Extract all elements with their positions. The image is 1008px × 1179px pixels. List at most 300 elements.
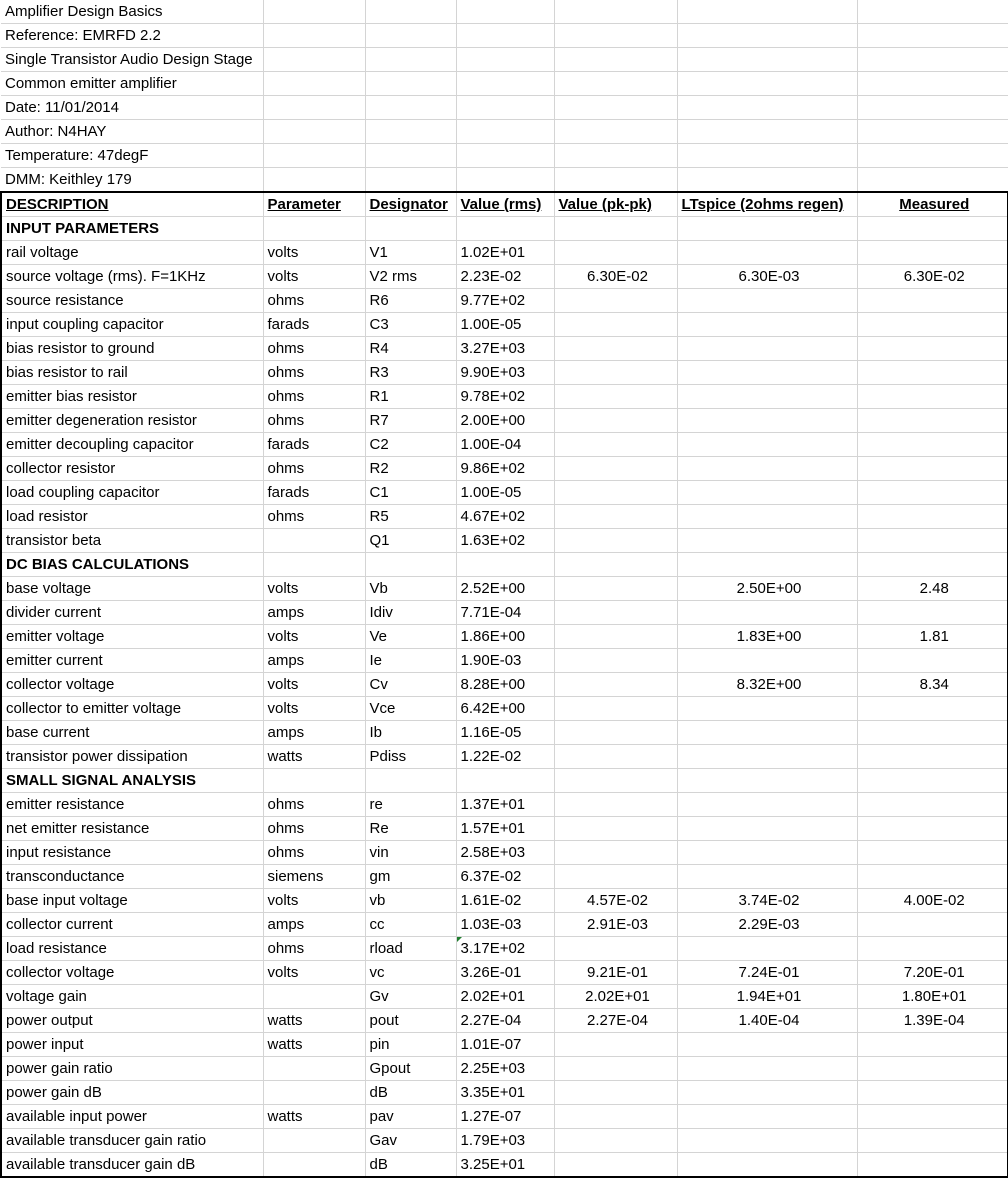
table-cell[interactable]: dB — [365, 1153, 456, 1178]
table-cell[interactable] — [857, 385, 1008, 409]
table-cell[interactable]: 1.40E-04 — [677, 1009, 857, 1033]
table-cell[interactable]: volts — [263, 625, 365, 649]
table-cell[interactable] — [857, 289, 1008, 313]
table-cell[interactable]: 6.30E-03 — [677, 265, 857, 289]
table-cell[interactable]: ohms — [263, 841, 365, 865]
table-cell[interactable]: volts — [263, 961, 365, 985]
table-cell[interactable]: 8.28E+00 — [456, 673, 554, 697]
table-cell[interactable] — [677, 601, 857, 625]
table-cell[interactable]: 1.90E-03 — [456, 649, 554, 673]
table-cell[interactable] — [554, 553, 677, 577]
table-cell[interactable]: Re — [365, 817, 456, 841]
table-cell[interactable] — [456, 553, 554, 577]
table-cell[interactable] — [554, 1081, 677, 1105]
table-cell[interactable]: gm — [365, 865, 456, 889]
table-cell[interactable] — [554, 1129, 677, 1153]
empty-cell[interactable] — [456, 48, 554, 72]
table-cell[interactable]: source resistance — [1, 289, 263, 313]
table-cell[interactable]: Vce — [365, 697, 456, 721]
table-cell[interactable]: 4.00E-02 — [857, 889, 1008, 913]
table-cell[interactable]: 1.16E-05 — [456, 721, 554, 745]
table-cell[interactable] — [677, 721, 857, 745]
table-cell[interactable] — [263, 217, 365, 241]
table-cell[interactable] — [554, 937, 677, 961]
table-cell[interactable] — [554, 817, 677, 841]
empty-cell[interactable] — [456, 168, 554, 193]
table-cell[interactable]: C3 — [365, 313, 456, 337]
table-cell[interactable]: 9.21E-01 — [554, 961, 677, 985]
table-cell[interactable] — [554, 289, 677, 313]
table-cell[interactable] — [677, 385, 857, 409]
table-cell[interactable] — [677, 361, 857, 385]
table-cell[interactable] — [554, 1057, 677, 1081]
table-cell[interactable]: ohms — [263, 793, 365, 817]
table-cell[interactable]: divider current — [1, 601, 263, 625]
column-header[interactable]: Parameter — [263, 192, 365, 217]
empty-cell[interactable] — [263, 72, 365, 96]
table-cell[interactable]: 8.32E+00 — [677, 673, 857, 697]
empty-cell[interactable] — [554, 24, 677, 48]
table-cell[interactable] — [554, 649, 677, 673]
empty-cell[interactable] — [857, 144, 1008, 168]
table-cell[interactable] — [857, 1105, 1008, 1129]
table-cell[interactable] — [857, 817, 1008, 841]
empty-cell[interactable] — [456, 120, 554, 144]
column-header[interactable]: Value (pk-pk) — [554, 192, 677, 217]
table-cell[interactable]: 7.71E-04 — [456, 601, 554, 625]
table-cell[interactable]: transistor beta — [1, 529, 263, 553]
table-cell[interactable] — [554, 1033, 677, 1057]
table-cell[interactable]: 3.26E-01 — [456, 961, 554, 985]
table-cell[interactable] — [677, 793, 857, 817]
comment-indicator-icon[interactable] — [457, 937, 462, 942]
table-cell[interactable]: 6.30E-02 — [554, 265, 677, 289]
table-cell[interactable] — [554, 1153, 677, 1178]
table-cell[interactable]: input coupling capacitor — [1, 313, 263, 337]
table-cell[interactable] — [857, 601, 1008, 625]
table-cell[interactable] — [857, 1153, 1008, 1178]
table-cell[interactable] — [677, 481, 857, 505]
table-cell[interactable]: vb — [365, 889, 456, 913]
table-cell[interactable] — [857, 937, 1008, 961]
column-header[interactable]: Designator — [365, 192, 456, 217]
table-cell[interactable]: 2.29E-03 — [677, 913, 857, 937]
table-cell[interactable] — [857, 481, 1008, 505]
table-cell[interactable]: 1.01E-07 — [456, 1033, 554, 1057]
table-cell[interactable] — [677, 1129, 857, 1153]
table-cell[interactable] — [857, 1057, 1008, 1081]
table-cell[interactable]: Idiv — [365, 601, 456, 625]
table-cell[interactable]: ohms — [263, 409, 365, 433]
table-cell[interactable] — [857, 241, 1008, 265]
table-cell[interactable]: volts — [263, 889, 365, 913]
table-cell[interactable]: 3.74E-02 — [677, 889, 857, 913]
table-cell[interactable] — [677, 1105, 857, 1129]
table-cell[interactable]: power gain dB — [1, 1081, 263, 1105]
table-cell[interactable] — [554, 865, 677, 889]
empty-cell[interactable] — [365, 72, 456, 96]
table-cell[interactable]: farads — [263, 313, 365, 337]
table-cell[interactable]: 2.27E-04 — [554, 1009, 677, 1033]
table-cell[interactable]: 1.57E+01 — [456, 817, 554, 841]
table-cell[interactable] — [365, 217, 456, 241]
empty-cell[interactable] — [456, 0, 554, 24]
table-cell[interactable]: input resistance — [1, 841, 263, 865]
table-cell[interactable]: 1.94E+01 — [677, 985, 857, 1009]
table-cell[interactable] — [677, 553, 857, 577]
table-cell[interactable]: Gv — [365, 985, 456, 1009]
table-cell[interactable]: watts — [263, 1105, 365, 1129]
table-cell[interactable] — [857, 745, 1008, 769]
table-cell[interactable]: R3 — [365, 361, 456, 385]
table-cell[interactable] — [677, 409, 857, 433]
table-cell[interactable]: Ib — [365, 721, 456, 745]
empty-cell[interactable] — [365, 96, 456, 120]
table-cell[interactable]: transistor power dissipation — [1, 745, 263, 769]
table-cell[interactable]: ohms — [263, 289, 365, 313]
table-cell[interactable] — [263, 769, 365, 793]
table-cell[interactable] — [677, 1033, 857, 1057]
table-cell[interactable] — [554, 601, 677, 625]
section-label[interactable]: DC BIAS CALCULATIONS — [1, 553, 263, 577]
table-cell[interactable]: volts — [263, 673, 365, 697]
table-cell[interactable] — [554, 721, 677, 745]
table-cell[interactable]: 2.02E+01 — [456, 985, 554, 1009]
empty-cell[interactable] — [456, 24, 554, 48]
table-cell[interactable]: 1.86E+00 — [456, 625, 554, 649]
empty-cell[interactable] — [857, 120, 1008, 144]
table-cell[interactable]: ohms — [263, 385, 365, 409]
table-cell[interactable]: vin — [365, 841, 456, 865]
empty-cell[interactable] — [677, 120, 857, 144]
empty-cell[interactable] — [365, 24, 456, 48]
table-cell[interactable]: pout — [365, 1009, 456, 1033]
table-cell[interactable] — [554, 793, 677, 817]
table-cell[interactable]: base current — [1, 721, 263, 745]
table-cell[interactable]: 3.17E+02 — [456, 937, 554, 961]
table-cell[interactable]: 1.00E-05 — [456, 313, 554, 337]
table-cell[interactable]: R1 — [365, 385, 456, 409]
empty-cell[interactable] — [263, 48, 365, 72]
table-cell[interactable] — [857, 505, 1008, 529]
empty-cell[interactable] — [263, 96, 365, 120]
table-cell[interactable]: 1.83E+00 — [677, 625, 857, 649]
table-cell[interactable]: 1.03E-03 — [456, 913, 554, 937]
table-cell[interactable] — [857, 457, 1008, 481]
table-cell[interactable] — [263, 1057, 365, 1081]
table-cell[interactable]: Ve — [365, 625, 456, 649]
table-cell[interactable] — [554, 745, 677, 769]
table-cell[interactable] — [554, 241, 677, 265]
table-cell[interactable]: 2.58E+03 — [456, 841, 554, 865]
table-cell[interactable]: 9.78E+02 — [456, 385, 554, 409]
table-cell[interactable]: bias resistor to ground — [1, 337, 263, 361]
table-cell[interactable]: emitter degeneration resistor — [1, 409, 263, 433]
table-cell[interactable]: volts — [263, 241, 365, 265]
column-header[interactable]: Measured — [857, 192, 1008, 217]
table-cell[interactable]: amps — [263, 913, 365, 937]
empty-cell[interactable] — [263, 144, 365, 168]
table-cell[interactable]: power output — [1, 1009, 263, 1033]
table-cell[interactable]: net emitter resistance — [1, 817, 263, 841]
table-cell[interactable] — [263, 985, 365, 1009]
table-cell[interactable]: source voltage (rms). F=1KHz — [1, 265, 263, 289]
table-cell[interactable]: 2.50E+00 — [677, 577, 857, 601]
table-cell[interactable]: Q1 — [365, 529, 456, 553]
table-cell[interactable] — [365, 553, 456, 577]
empty-cell[interactable] — [677, 0, 857, 24]
table-cell[interactable]: 1.22E-02 — [456, 745, 554, 769]
empty-cell[interactable] — [263, 0, 365, 24]
table-cell[interactable] — [263, 1129, 365, 1153]
title-cell[interactable]: Date: 11/01/2014 — [1, 96, 263, 120]
table-cell[interactable] — [857, 217, 1008, 241]
table-cell[interactable] — [263, 1081, 365, 1105]
table-cell[interactable]: R4 — [365, 337, 456, 361]
table-cell[interactable] — [677, 1057, 857, 1081]
table-cell[interactable]: 1.81 — [857, 625, 1008, 649]
table-cell[interactable] — [554, 433, 677, 457]
table-cell[interactable] — [857, 313, 1008, 337]
table-cell[interactable] — [857, 649, 1008, 673]
table-cell[interactable] — [857, 721, 1008, 745]
table-cell[interactable]: ohms — [263, 457, 365, 481]
table-cell[interactable] — [857, 553, 1008, 577]
table-cell[interactable]: available transducer gain dB — [1, 1153, 263, 1178]
empty-cell[interactable] — [554, 72, 677, 96]
table-cell[interactable] — [857, 1033, 1008, 1057]
table-cell[interactable] — [857, 337, 1008, 361]
table-cell[interactable]: collector to emitter voltage — [1, 697, 263, 721]
empty-cell[interactable] — [554, 168, 677, 193]
table-cell[interactable]: Gav — [365, 1129, 456, 1153]
table-cell[interactable] — [456, 217, 554, 241]
table-cell[interactable] — [554, 385, 677, 409]
table-cell[interactable]: 2.52E+00 — [456, 577, 554, 601]
title-cell[interactable]: Temperature: 47degF — [1, 144, 263, 168]
table-cell[interactable]: C2 — [365, 433, 456, 457]
table-cell[interactable] — [554, 697, 677, 721]
empty-cell[interactable] — [554, 48, 677, 72]
table-cell[interactable] — [554, 337, 677, 361]
table-cell[interactable]: 1.80E+01 — [857, 985, 1008, 1009]
empty-cell[interactable] — [554, 120, 677, 144]
table-cell[interactable] — [677, 529, 857, 553]
table-cell[interactable] — [365, 769, 456, 793]
empty-cell[interactable] — [365, 144, 456, 168]
table-cell[interactable]: re — [365, 793, 456, 817]
table-cell[interactable]: 4.67E+02 — [456, 505, 554, 529]
table-cell[interactable]: 3.27E+03 — [456, 337, 554, 361]
table-cell[interactable] — [677, 817, 857, 841]
column-header[interactable]: Value (rms) — [456, 192, 554, 217]
table-cell[interactable]: dB — [365, 1081, 456, 1105]
title-cell[interactable]: Amplifier Design Basics — [1, 0, 263, 24]
table-cell[interactable]: power gain ratio — [1, 1057, 263, 1081]
table-cell[interactable]: amps — [263, 721, 365, 745]
table-cell[interactable] — [857, 697, 1008, 721]
table-cell[interactable] — [857, 1081, 1008, 1105]
table-cell[interactable]: watts — [263, 745, 365, 769]
table-cell[interactable]: load resistor — [1, 505, 263, 529]
empty-cell[interactable] — [857, 96, 1008, 120]
table-cell[interactable]: voltage gain — [1, 985, 263, 1009]
table-cell[interactable]: 9.90E+03 — [456, 361, 554, 385]
table-cell[interactable]: 8.34 — [857, 673, 1008, 697]
table-cell[interactable]: amps — [263, 649, 365, 673]
empty-cell[interactable] — [456, 72, 554, 96]
table-cell[interactable] — [677, 841, 857, 865]
empty-cell[interactable] — [677, 24, 857, 48]
table-cell[interactable] — [554, 457, 677, 481]
table-cell[interactable] — [677, 289, 857, 313]
table-cell[interactable]: volts — [263, 265, 365, 289]
title-cell[interactable]: Single Transistor Audio Design Stage — [1, 48, 263, 72]
table-cell[interactable]: base input voltage — [1, 889, 263, 913]
table-cell[interactable]: emitter bias resistor — [1, 385, 263, 409]
table-cell[interactable]: Gpout — [365, 1057, 456, 1081]
table-cell[interactable]: 6.37E-02 — [456, 865, 554, 889]
table-cell[interactable] — [554, 841, 677, 865]
table-cell[interactable] — [857, 793, 1008, 817]
table-cell[interactable]: siemens — [263, 865, 365, 889]
table-cell[interactable] — [677, 937, 857, 961]
table-cell[interactable] — [554, 529, 677, 553]
table-cell[interactable]: collector resistor — [1, 457, 263, 481]
table-cell[interactable]: ohms — [263, 505, 365, 529]
table-cell[interactable]: Cv — [365, 673, 456, 697]
table-cell[interactable]: 9.77E+02 — [456, 289, 554, 313]
table-cell[interactable]: 2.23E-02 — [456, 265, 554, 289]
table-cell[interactable]: 1.02E+01 — [456, 241, 554, 265]
table-cell[interactable]: available input power — [1, 1105, 263, 1129]
empty-cell[interactable] — [365, 48, 456, 72]
table-cell[interactable]: watts — [263, 1033, 365, 1057]
table-cell[interactable] — [677, 1081, 857, 1105]
table-cell[interactable]: volts — [263, 577, 365, 601]
table-cell[interactable] — [263, 553, 365, 577]
table-cell[interactable]: 1.63E+02 — [456, 529, 554, 553]
table-cell[interactable]: emitter decoupling capacitor — [1, 433, 263, 457]
table-cell[interactable]: collector current — [1, 913, 263, 937]
table-cell[interactable] — [677, 337, 857, 361]
table-cell[interactable]: load resistance — [1, 937, 263, 961]
title-cell[interactable]: Author: N4HAY — [1, 120, 263, 144]
table-cell[interactable] — [677, 505, 857, 529]
table-cell[interactable] — [857, 913, 1008, 937]
section-label[interactable]: SMALL SIGNAL ANALYSIS — [1, 769, 263, 793]
table-cell[interactable] — [554, 409, 677, 433]
table-cell[interactable]: 6.30E-02 — [857, 265, 1008, 289]
empty-cell[interactable] — [365, 120, 456, 144]
table-cell[interactable]: emitter voltage — [1, 625, 263, 649]
table-cell[interactable]: V1 — [365, 241, 456, 265]
table-cell[interactable] — [677, 241, 857, 265]
table-cell[interactable]: transconductance — [1, 865, 263, 889]
table-cell[interactable] — [554, 361, 677, 385]
empty-cell[interactable] — [554, 144, 677, 168]
empty-cell[interactable] — [263, 120, 365, 144]
table-cell[interactable]: 2.48 — [857, 577, 1008, 601]
table-cell[interactable]: base voltage — [1, 577, 263, 601]
table-cell[interactable] — [857, 529, 1008, 553]
empty-cell[interactable] — [456, 96, 554, 120]
column-header[interactable]: DESCRIPTION — [1, 192, 263, 217]
empty-cell[interactable] — [263, 24, 365, 48]
title-cell[interactable]: Common emitter amplifier — [1, 72, 263, 96]
empty-cell[interactable] — [677, 168, 857, 193]
table-cell[interactable]: rload — [365, 937, 456, 961]
column-header[interactable]: LTspice (2ohms regen) — [677, 192, 857, 217]
table-cell[interactable]: C1 — [365, 481, 456, 505]
table-cell[interactable]: vc — [365, 961, 456, 985]
table-cell[interactable] — [677, 697, 857, 721]
table-cell[interactable]: pin — [365, 1033, 456, 1057]
table-cell[interactable] — [857, 841, 1008, 865]
table-cell[interactable]: collector voltage — [1, 961, 263, 985]
table-cell[interactable] — [857, 1129, 1008, 1153]
table-cell[interactable]: watts — [263, 1009, 365, 1033]
table-cell[interactable]: farads — [263, 481, 365, 505]
table-cell[interactable] — [857, 433, 1008, 457]
table-cell[interactable]: cc — [365, 913, 456, 937]
empty-cell[interactable] — [857, 48, 1008, 72]
table-cell[interactable] — [677, 1153, 857, 1178]
table-cell[interactable]: rail voltage — [1, 241, 263, 265]
table-cell[interactable]: Pdiss — [365, 745, 456, 769]
table-cell[interactable]: 2.91E-03 — [554, 913, 677, 937]
table-cell[interactable] — [857, 361, 1008, 385]
empty-cell[interactable] — [554, 96, 677, 120]
table-cell[interactable] — [554, 481, 677, 505]
table-cell[interactable]: 9.86E+02 — [456, 457, 554, 481]
table-cell[interactable]: 2.27E-04 — [456, 1009, 554, 1033]
table-cell[interactable]: 3.35E+01 — [456, 1081, 554, 1105]
empty-cell[interactable] — [677, 72, 857, 96]
table-cell[interactable]: 7.24E-01 — [677, 961, 857, 985]
table-cell[interactable]: volts — [263, 697, 365, 721]
table-cell[interactable]: load coupling capacitor — [1, 481, 263, 505]
title-cell[interactable]: Reference: EMRFD 2.2 — [1, 24, 263, 48]
table-cell[interactable]: R2 — [365, 457, 456, 481]
table-cell[interactable]: 3.25E+01 — [456, 1153, 554, 1178]
table-cell[interactable] — [857, 865, 1008, 889]
table-cell[interactable]: 6.42E+00 — [456, 697, 554, 721]
table-cell[interactable]: 1.27E-07 — [456, 1105, 554, 1129]
table-cell[interactable] — [263, 1153, 365, 1178]
table-cell[interactable]: 1.61E-02 — [456, 889, 554, 913]
table-cell[interactable]: Ie — [365, 649, 456, 673]
table-cell[interactable] — [677, 649, 857, 673]
table-cell[interactable]: bias resistor to rail — [1, 361, 263, 385]
table-cell[interactable] — [554, 1105, 677, 1129]
table-cell[interactable]: V2 rms — [365, 265, 456, 289]
table-cell[interactable] — [554, 217, 677, 241]
table-cell[interactable] — [554, 625, 677, 649]
table-cell[interactable] — [554, 769, 677, 793]
table-cell[interactable]: pav — [365, 1105, 456, 1129]
table-cell[interactable] — [554, 577, 677, 601]
empty-cell[interactable] — [263, 168, 365, 193]
table-cell[interactable] — [677, 457, 857, 481]
title-cell[interactable]: DMM: Keithley 179 — [1, 168, 263, 193]
table-cell[interactable]: 1.00E-05 — [456, 481, 554, 505]
table-cell[interactable] — [456, 769, 554, 793]
table-cell[interactable]: 7.20E-01 — [857, 961, 1008, 985]
table-cell[interactable]: R7 — [365, 409, 456, 433]
table-cell[interactable]: collector voltage — [1, 673, 263, 697]
table-cell[interactable] — [677, 769, 857, 793]
